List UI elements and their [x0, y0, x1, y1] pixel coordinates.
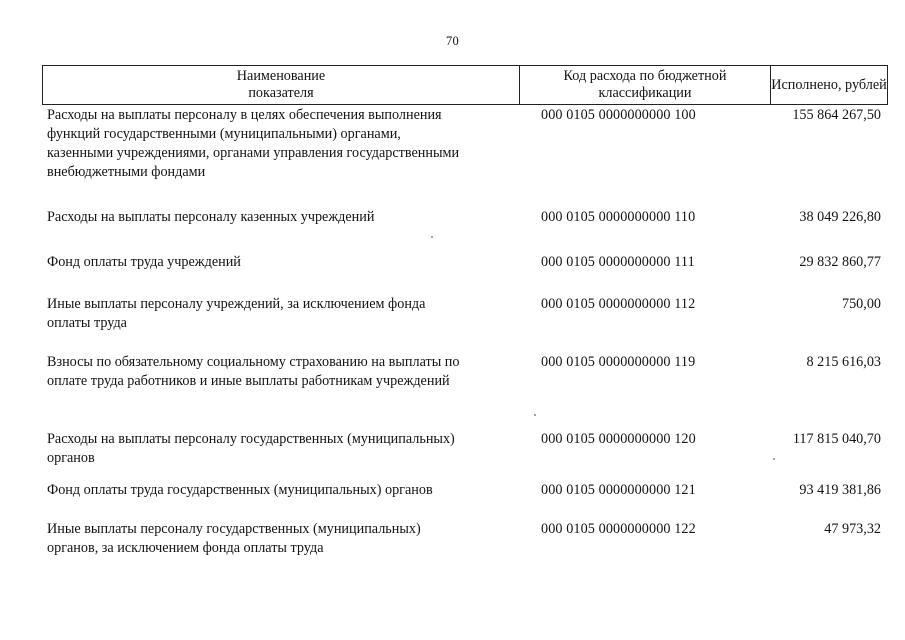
row-code: 000 0105 0000000000 111: [541, 254, 695, 270]
row-name: Иные выплаты персоналу государственных (муниципальных) органов, за исключением фонда оплаты труда: [47, 521, 421, 556]
row-amount: 93 419 381,86: [799, 482, 881, 498]
row-code: 000 0105 0000000000 100: [541, 107, 696, 123]
row-name: Расходы на выплаты персоналу в целях обеспечения выполнения функций государственными (муниципальными) органами, казенными учреждениями, органами управления государственными внебюджетными фондами: [47, 107, 460, 180]
header-amount-label: Исполнено, рублей: [771, 76, 887, 93]
page-number: 70: [445, 34, 460, 48]
header-code-label: Код расхода по бюджетной классификации: [563, 68, 727, 101]
row-amount: 117 815 040,70: [792, 431, 881, 447]
header-code-cell: [519, 66, 770, 104]
row-name: Расходы на выплаты персоналу казенных учреждений: [47, 209, 375, 225]
row-name: Расходы на выплаты персоналу государственных (муниципальных) органов: [47, 431, 455, 466]
row-name: Фонд оплаты труда государственных (муниципальных) органов: [47, 482, 433, 498]
header-name-label: Наименование показателя: [236, 68, 326, 101]
row-code: 000 0105 0000000000 110: [541, 209, 696, 225]
row-amount: 29 832 860,77: [799, 254, 881, 270]
row-code: 000 0105 0000000000 120: [541, 431, 696, 447]
row-code: 000 0105 0000000000 122: [541, 521, 696, 537]
scan-speck: [773, 458, 775, 460]
scan-speck: [534, 414, 536, 416]
row-amount: 47 973,32: [824, 521, 881, 537]
scan-speck: [431, 236, 433, 238]
row-amount: 155 864 267,50: [792, 107, 881, 123]
row-amount: 750,00: [841, 296, 881, 312]
row-amount: 8 215 616,03: [806, 354, 881, 370]
row-amount: 38 049 226,80: [799, 209, 881, 225]
table-header: [42, 65, 888, 105]
header-amount-cell: [770, 66, 887, 104]
row-name: Взносы по обязательному социальному страхованию на выплаты по оплате труда работников и иные выплаты работникам учреждений: [47, 354, 460, 389]
row-code: 000 0105 0000000000 119: [541, 354, 696, 370]
row-code: 000 0105 0000000000 112: [541, 296, 696, 312]
row-name: Фонд оплаты труда учреждений: [47, 254, 241, 270]
row-code: 000 0105 0000000000 121: [541, 482, 696, 498]
row-name: Иные выплаты персоналу учреждений, за исключением фонда оплаты труда: [47, 296, 426, 331]
header-name-cell: [43, 66, 519, 104]
